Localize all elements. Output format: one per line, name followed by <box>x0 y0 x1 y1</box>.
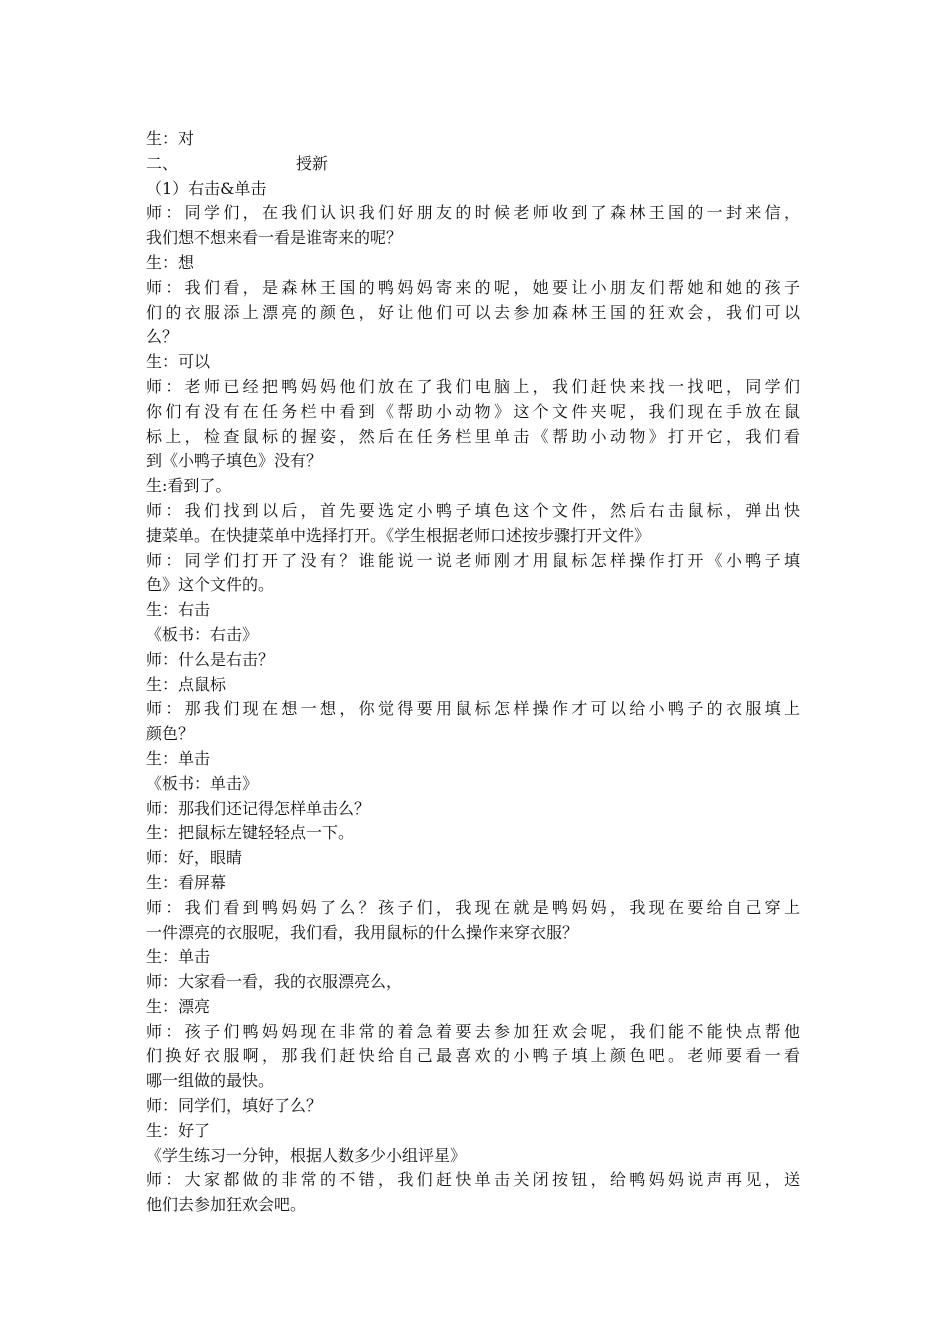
text-line-17: 捷菜单。在快捷菜单中选择打开。《学生根据老师口述按步骤打开文件》 <box>146 525 651 545</box>
section-heading-title: 授新 <box>296 153 329 173</box>
text-line-4: 师：同学们，在我们认识我们好朋友的时候老师收到了森林王国的一封来信， <box>146 203 800 223</box>
text-line-30: 师：好，眼睛 <box>146 848 243 868</box>
text-line-42: 《学生练习一分钟，根据人数多少小组评星》 <box>146 1145 467 1165</box>
text-line-14: 到《小鸭子填色》没有？ <box>146 451 323 471</box>
text-line-43: 师：大家都做的非常的不错，我们赶快单击关闭按钮，给鸭妈妈说声再见，送 <box>146 1170 800 1190</box>
document-body <box>146 127 800 1218</box>
text-line-21: 《板书：右击》 <box>146 624 259 644</box>
text-line-10: 生：可以 <box>146 352 211 372</box>
text-line-19: 色》这个文件的。 <box>146 575 275 595</box>
text-line-23: 生：点鼠标 <box>146 674 227 694</box>
text-line-39: 哪一组做的最快。 <box>146 1071 275 1091</box>
section-heading <box>146 152 800 177</box>
text-line-29: 生：把鼠标左键轻轻点一下。 <box>146 823 355 843</box>
text-line-31: 生：看屏幕 <box>146 872 227 892</box>
text-line-41: 生：好了 <box>146 1120 211 1140</box>
text-line-6: 生：想 <box>146 252 195 272</box>
text-line-13: 标上，检查鼠标的握姿，然后在任务栏里单击《帮助小动物》打开它，我们看 <box>146 426 800 446</box>
text-line-8: 们的衣服添上漂亮的颜色，好让他们可以去参加森林王国的狂欢会，我们可以 <box>146 302 800 322</box>
text-line-32: 师：我们看到鸭妈妈了么？孩子们，我现在就是鸭妈妈，我现在要给自己穿上 <box>146 897 800 917</box>
text-line-36: 生：漂亮 <box>146 996 211 1016</box>
subsection-heading: （1）右击&单击 <box>146 178 267 198</box>
text-line-18: 师：同学们打开了没有？谁能说一说老师刚才用鼠标怎样操作打开《小鸭子填 <box>146 550 800 570</box>
text-line-35: 师：大家看一看，我的衣服漂亮么， <box>146 972 403 992</box>
text-line-7: 师：我们看，是森林王国的鸭妈妈寄来的呢，她要让小朋友们帮她和她的孩子 <box>146 277 800 297</box>
text-line-25: 颜色？ <box>146 724 195 744</box>
text-line-22: 师：什么是右击？ <box>146 649 275 669</box>
text-line-12: 你们有没有在任务栏中看到《帮助小动物》这个文件夹呢，我们现在手放在鼠 <box>146 401 800 421</box>
text-line-11: 师：老师已经把鸭妈妈他们放在了我们电脑上，我们赶快来找一找吧，同学们 <box>146 376 800 396</box>
text-line-40: 师：同学们，填好了么？ <box>146 1096 323 1116</box>
text-line-26: 生：单击 <box>146 748 211 768</box>
text-line-44: 他们去参加狂欢会吧。 <box>146 1195 307 1215</box>
text-line-24: 师：那我们现在想一想，你觉得要用鼠标怎样操作才可以给小鸭子的衣服填上 <box>146 699 800 719</box>
section-heading-number: 二、 <box>146 153 179 173</box>
text-line-15: 生:看到了。 <box>146 476 232 496</box>
text-line-34: 生：单击 <box>146 947 211 967</box>
text-line-37: 师：孩子们鸭妈妈现在非常的着急着要去参加狂欢会呢，我们能不能快点帮他 <box>146 1021 800 1041</box>
text-line-33: 一件漂亮的衣服呢，我们看，我用鼠标的什么操作来穿衣服？ <box>146 922 579 942</box>
text-line-27: 《板书：单击》 <box>146 773 259 793</box>
text-line-38: 们换好衣服啊，那我们赶快给自己最喜欢的小鸭子填上颜色吧。老师要看一看 <box>146 1046 800 1066</box>
text-line-20: 生：右击 <box>146 600 211 620</box>
text-line-16: 师：我们找到以后，首先要选定小鸭子填色这个文件，然后右击鼠标，弹出快 <box>146 500 800 520</box>
text-line-28: 师：那我们还记得怎样单击么？ <box>146 798 371 818</box>
text-line-1: 生：对 <box>146 129 195 148</box>
text-line-9: 么？ <box>146 327 179 347</box>
text-line-5: 我们想不想来看一看是谁寄来的呢？ <box>146 228 403 248</box>
